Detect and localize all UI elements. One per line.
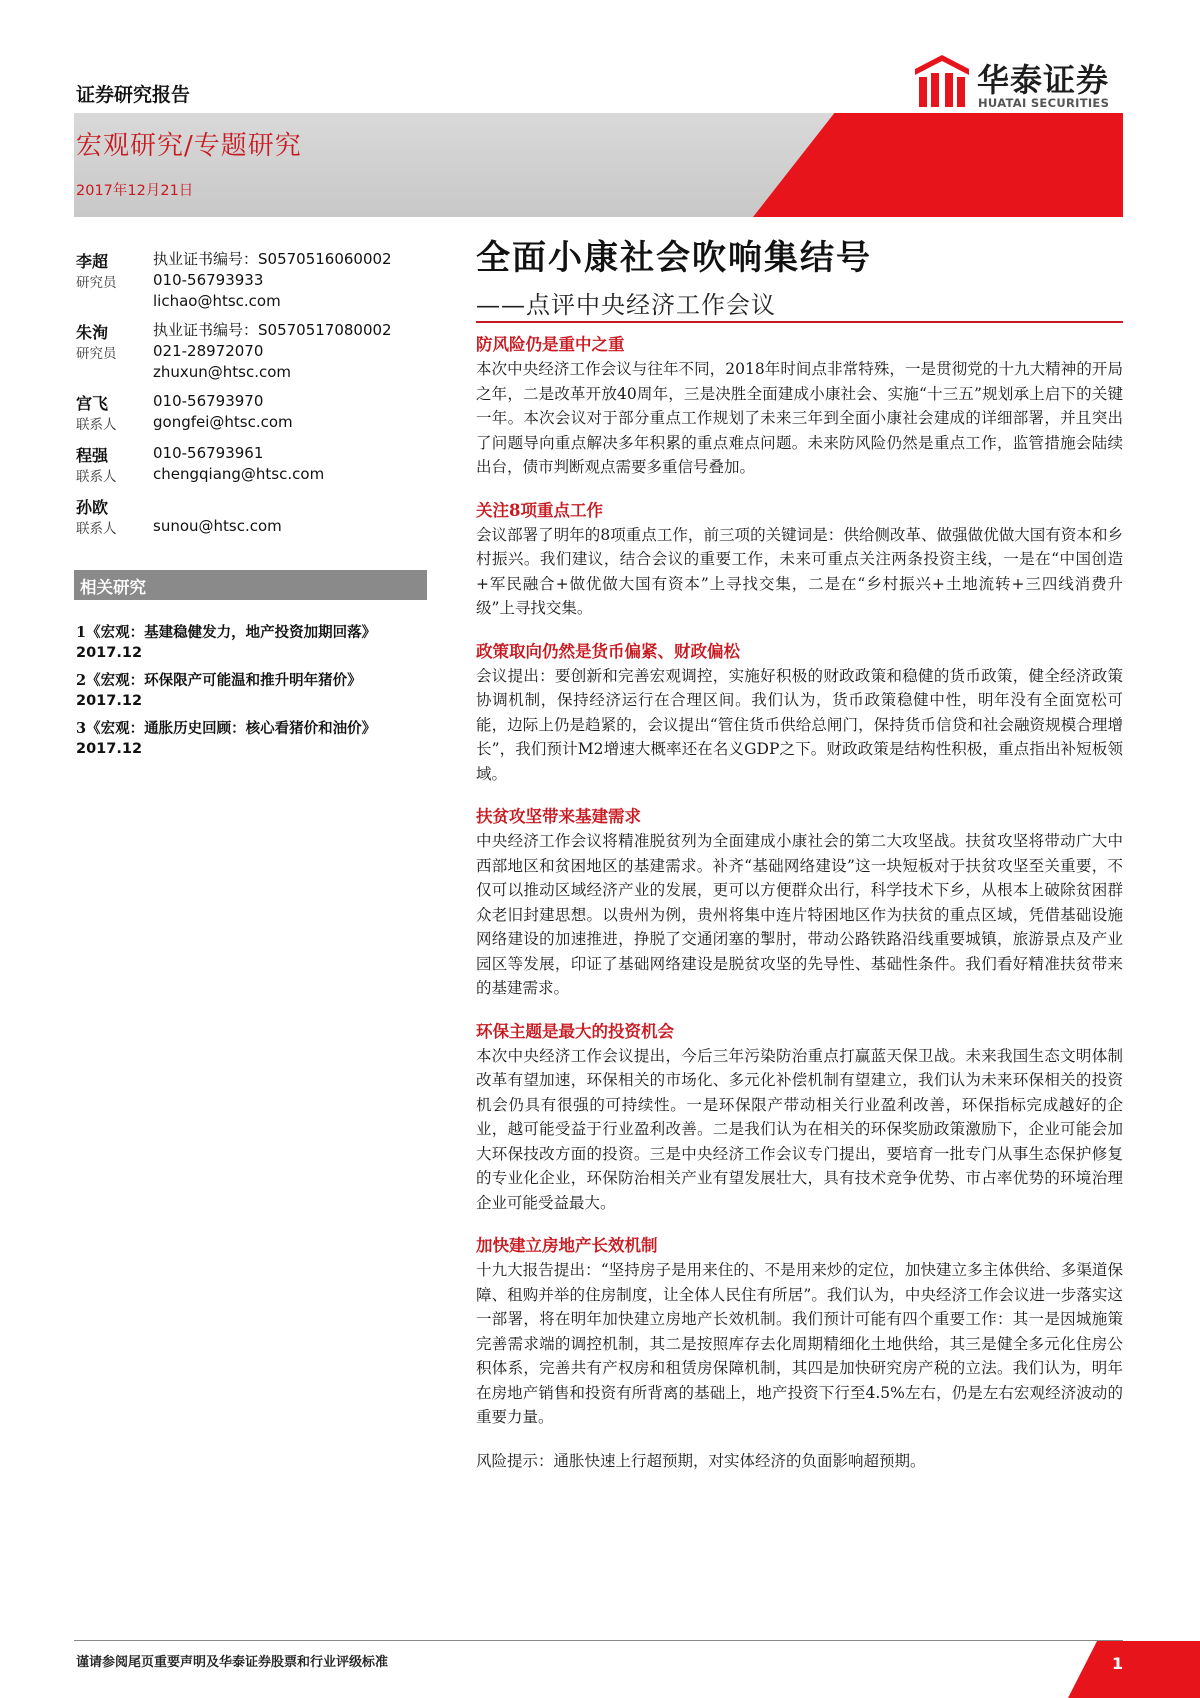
section-heading: 防风险仍是重中之重	[476, 335, 625, 354]
footer-divider	[74, 1640, 1123, 1641]
huatai-logo	[915, 55, 1130, 111]
section	[476, 333, 1123, 480]
related-research-header	[74, 570, 427, 600]
section-body: 本次中央经济工作会议与往年不同，2018年时间点非常特殊，一是贯彻党的十九大精神的开局之年，二是改革开放40周年，三是决胜全面建成小康社会、实施“十三五”规划承上启下的关键一年。本次会议对于部分重点工作规划了未来三年到全面小康社会建成的详细部署，并且突出了问题导向重点解决多年积累的重点难点问题。未来防风险仍然是重点工作，监管措施会陆续出台，债市判断观点需要多重信号叠加。	[476, 360, 1123, 476]
author-license: 执业证书编号：S0570517080002	[153, 321, 392, 339]
report-category: 宏观研究/专题研究	[76, 131, 302, 161]
title-divider	[476, 321, 1123, 323]
related-item[interactable]	[76, 669, 436, 709]
section	[476, 1020, 1123, 1216]
author-role: 研究员	[76, 346, 117, 362]
document-type: 证券研究报告	[76, 84, 191, 106]
related-item-date: 2017.12	[76, 693, 143, 709]
risk-warning: 风险提示：通胀快速上行超预期，对实体经济的负面影响超预期。	[476, 1451, 926, 1470]
section-body: 会议提出：要创新和完善宏观调控，实施好积极的财政政策和稳健的货币政策，健全经济政策协调机制，保持经济运行在合理区间。我们认为，货币政策稳健中性，明年没有全面宽松可能，边际上仍是趋紧的，会议提出“管住货币供给总闸门，保持货币信贷和社会融资规模合理增长”，我们预计M2增速大概率还在名义GDP之下。财政政策是结构性积极，重点指出补短板领域。	[476, 666, 1123, 783]
author-email[interactable]: zhuxun@htsc.com	[153, 363, 292, 381]
related-item-title: 3《宏观：通胀历史回顾：核心看猪价和油价》	[76, 720, 377, 737]
section-heading: 关注8项重点工作	[476, 500, 603, 520]
section	[476, 805, 1123, 1001]
author-email[interactable]: sunou@htsc.com	[153, 517, 282, 535]
section-heading: 扶贫攻坚带来基建需求	[476, 807, 641, 826]
author-email[interactable]: gongfei@htsc.com	[153, 413, 293, 431]
author-role: 联系人	[76, 469, 117, 485]
section-heading: 加快建立房地产长效机制	[476, 1236, 658, 1255]
author-name: 孙欧	[76, 498, 109, 517]
section-heading: 环保主题是最大的投资机会	[476, 1021, 674, 1041]
author-name: 朱洵	[76, 323, 109, 342]
section	[476, 640, 1123, 787]
author-email[interactable]: chengqiang@htsc.com	[153, 465, 325, 483]
author-email[interactable]: lichao@htsc.com	[153, 292, 281, 310]
footer-red-tab	[1068, 1641, 1200, 1698]
related-research-list	[76, 621, 436, 765]
header-banner	[74, 113, 1123, 217]
report-body	[476, 333, 1123, 1473]
related-item-title: 2《宏观：环保限产可能温和推升明年猪价》	[76, 672, 362, 689]
author-card	[76, 495, 436, 539]
author-name: 宫飞	[76, 394, 109, 413]
page-number: 1	[1112, 1654, 1124, 1673]
section-body: 本次中央经济工作会议提出，今后三年污染防治重点打赢蓝天保卫战。未来我国生态文明体制改革有望加速，环保相关的市场化、多元化补偿机制有望建立，我们认为未来环保相关的投资机会仍具有很强的可持续性。一是环保限产带动相关行业盈利改善，环保指标完成越好的企业，越可能受益于行业盈利改善。二是我们认为在相关的环保奖励政策激励下，企业可能会加大环保技改方面的投资。三是中央经济工作会议专门提出，要培育一批专门从事生态保护修复的专业化企业，环保防治相关产业有望发展壮大，具有技术竞争优势、市占率优势的环境治理企业可能受益最大。	[476, 1046, 1123, 1212]
author-phone: 010-56793961	[153, 444, 264, 462]
author-role: 联系人	[76, 521, 117, 537]
report-title: 全面小康社会吹响集结号	[476, 238, 872, 278]
logo-chinese-name: 华泰证券	[977, 61, 1110, 99]
author-card	[76, 443, 436, 487]
huatai-logo-icon	[915, 55, 969, 107]
author-phone: 010-56793970	[153, 392, 264, 410]
logo-english-name: HUATAI SECURITIES	[978, 96, 1110, 110]
report-date: 2017年12月21日	[76, 183, 194, 199]
author-blank-line	[153, 495, 436, 516]
report-subtitle: ——点评中央经济工作会议	[476, 291, 776, 319]
author-license: 执业证书编号：S0570516060002	[153, 250, 392, 268]
section	[476, 1234, 1123, 1430]
author-list	[76, 249, 436, 547]
footer-disclaimer: 谨请参阅尾页重要声明及华泰证券股票和行业评级标准	[76, 1655, 389, 1670]
related-item[interactable]	[76, 621, 436, 661]
section-body: 会议部署了明年的8项重点工作，前三项的关键词是：供给侧改革、做强做优做大国有资本和乡村振兴。我们建议，结合会议的重要工作，未来可重点关注两条投资主线，一是在“中国创造+军民融合+做优做大国有资本”上寻找交集，二是在“乡村振兴+土地流转+三四线消费升级”上寻找交集。	[476, 525, 1123, 617]
author-phone: 021-28972070	[153, 342, 264, 360]
author-name: 李超	[76, 252, 109, 271]
author-card	[76, 320, 436, 383]
author-phone: 010-56793933	[153, 271, 264, 289]
section	[476, 499, 1123, 621]
author-card	[76, 249, 436, 312]
author-role: 研究员	[76, 275, 117, 291]
related-item-title: 1《宏观：基建稳健发力，地产投资加期回落》	[76, 624, 377, 641]
section-body: 中央经济工作会议将精准脱贫列为全面建成小康社会的第二大攻坚战。扶贫攻坚将带动广大中西部地区和贫困地区的基建需求。补齐“基础网络建设”这一块短板对于扶贫攻坚至关重要，不仅可以推动区域经济产业的发展，更可以方便群众出行，科学技术下乡，从根本上破除贫困群众老旧封建思想。以贵州为例，贵州将集中连片特困地区作为扶贫的重点区域，凭借基础设施网络建设的加速推进，挣脱了交通闭塞的掣肘，带动公路铁路沿线重要城镇，旅游景点及产业园区等发展，印证了基础网络建设是脱贫攻坚的先导性、基础性条件。我们看好精准扶贫带来的基建需求。	[476, 832, 1123, 997]
related-research-title: 相关研究	[80, 578, 146, 597]
author-role: 联系人	[76, 417, 117, 433]
related-item-date: 2017.12	[76, 645, 143, 661]
section-body: 十九大报告提出：“坚持房子是用来住的、不是用来炒的定位，加快建立多主体供给、多渠道保障、租购并举的住房制度，让全体人民住有所居”。我们认为，中央经济工作会议进一步落实这一部署，将在明年加快建立房地产长效机制。我们预计可能有四个重要工作：其一是因城施策完善需求端的调控机制，其二是按照库存去化周期精细化土地供给，其三是健全多元化住房公积体系，完善共有产权房和租赁房保障机制，其四是加快研究房产税的立法。我们认为，明年在房地产销售和投资有所背离的基础上，地产投资下行至4.5%左右，仍是左右宏观经济波动的重要力量。	[476, 1261, 1123, 1426]
section-heading: 政策取向仍然是货币偏紧、财政偏松	[476, 641, 740, 661]
related-item[interactable]	[76, 717, 436, 757]
author-name: 程强	[76, 446, 109, 465]
related-item-date: 2017.12	[76, 741, 143, 757]
author-card	[76, 391, 436, 435]
